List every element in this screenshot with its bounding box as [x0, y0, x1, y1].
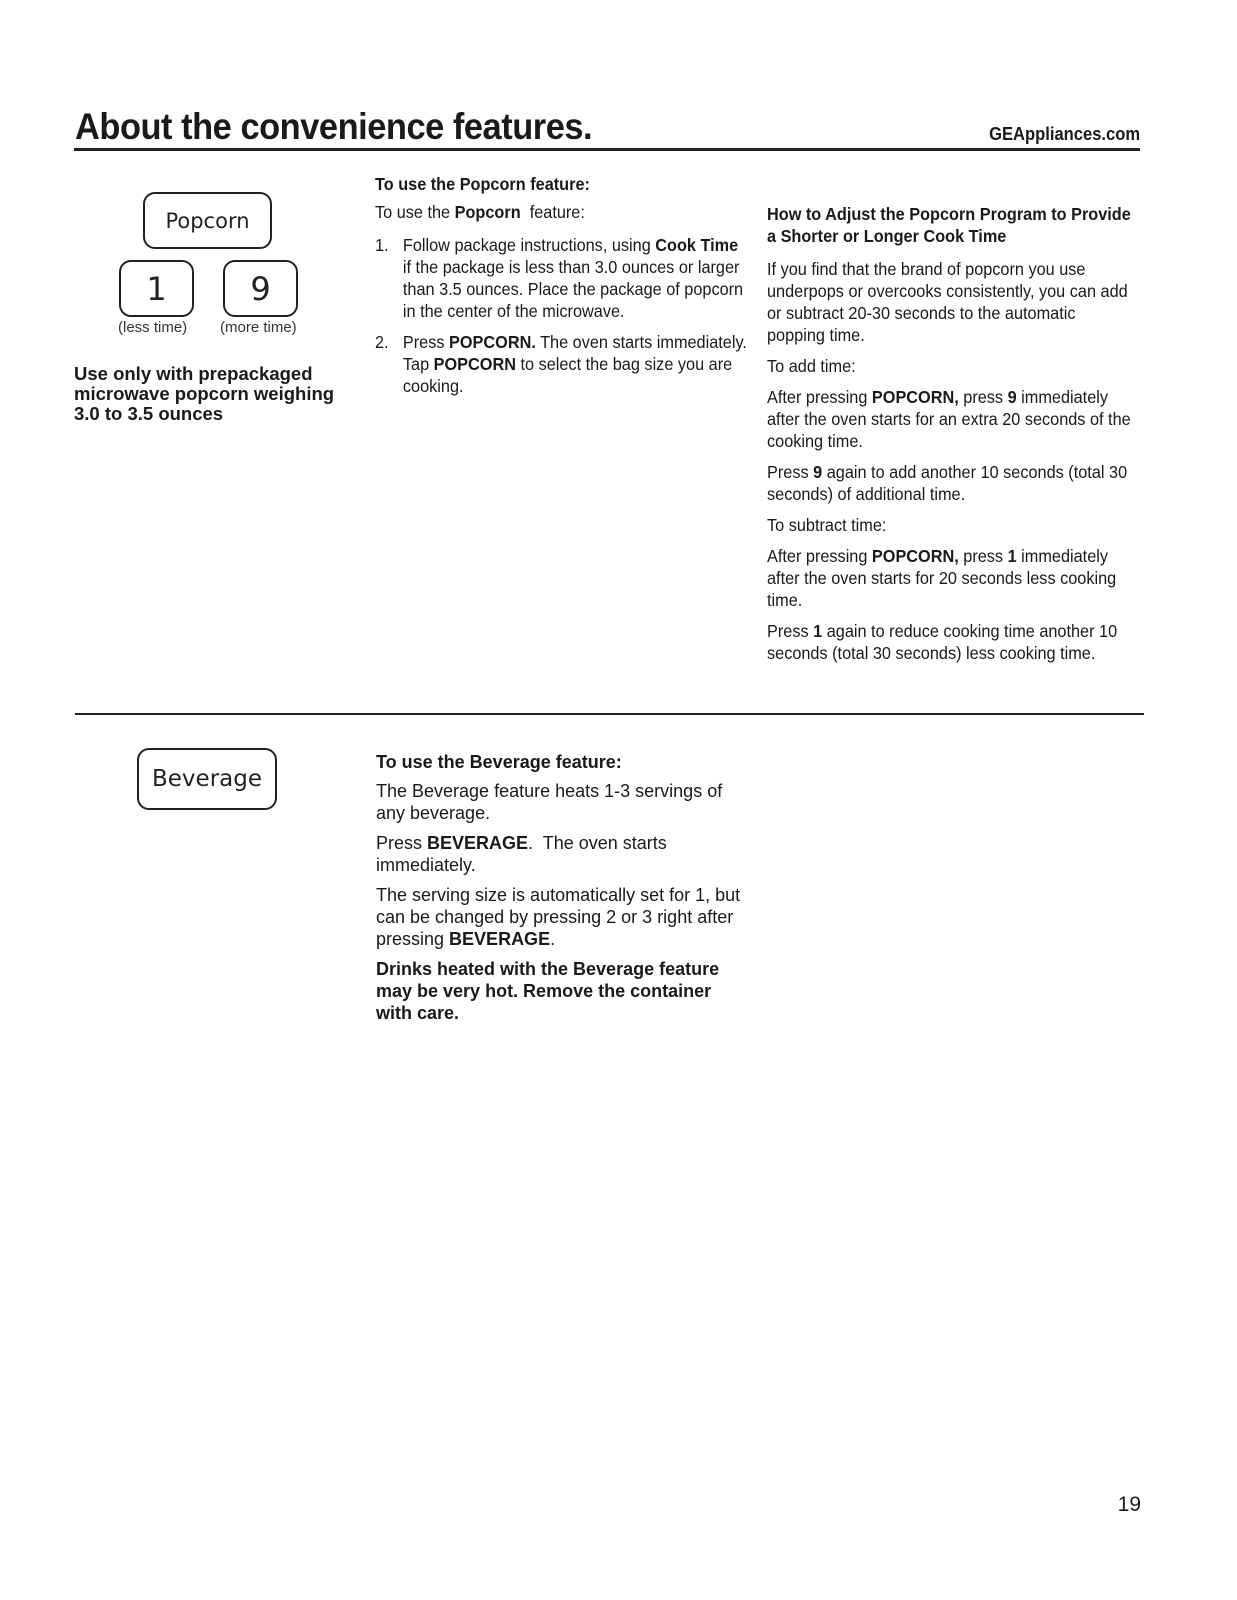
popcorn-instructions — [375, 173, 747, 406]
key-1-label: 1 — [146, 269, 167, 308]
page-number: 19 — [1117, 1493, 1141, 1516]
more-time-caption: (more time) — [220, 319, 297, 336]
popcorn-steps — [375, 234, 747, 397]
beverage-serving-size: The serving size is automatically set for 1, but can be changed by pressing 2 or 3 right after pressing BEVERAGE. — [376, 885, 741, 949]
beverage-intro: The Beverage feature heats 1-3 servings of any beverage. — [376, 781, 723, 823]
popcorn-key — [143, 192, 272, 249]
beverage-key — [137, 748, 277, 810]
key-9 — [223, 260, 298, 317]
subtract-time-step-1: After pressing POPCORN, press 1 immediately after the oven starts for 20 seconds less cooking time. — [767, 546, 1117, 610]
key-9-label: 9 — [250, 269, 271, 308]
section-divider — [75, 713, 1144, 715]
popcorn-step-1: 1. Follow package instructions, using Cook Time if the package is less than 3.0 ounces or larger than 3.5 ounces. Place the package of popcorn in the center of the microwave. — [375, 235, 744, 321]
adjust-heading: How to Adjust the Popcorn Program to Provide a Shorter or Longer Cook Time — [767, 204, 1131, 246]
header-rule — [74, 148, 1140, 151]
subtract-time-step-2: Press 1 again to reduce cooking time another 10 seconds (total 30 seconds) less cooking time. — [767, 621, 1118, 663]
beverage-press: Press BEVERAGE. The oven starts immediately. — [376, 833, 672, 875]
page-title: About the convenience features. — [75, 106, 593, 147]
popcorn-key-label: Popcorn — [165, 208, 250, 233]
less-time-caption: (less time) — [118, 319, 188, 336]
popcorn-intro: To use the Popcorn feature: — [375, 202, 585, 222]
add-time-step-2: Press 9 again to add another 10 seconds (total 30 seconds) of additional time. — [767, 462, 1128, 504]
popcorn-weight-note: Use only with prepackaged microwave popcorn weighing 3.0 to 3.5 ounces — [74, 363, 335, 424]
popcorn-heading: To use the Popcorn feature: — [375, 174, 590, 194]
popcorn-step-2: 2. Press POPCORN. The oven starts immediately. Tap POPCORN to select the bag size you are cooking. — [375, 332, 747, 396]
key-1 — [119, 260, 194, 317]
adjust-intro: If you find that the brand of popcorn you use underpops or overcooks consistently, you can add or subtract 20-30 seconds to the automatic popping time. — [767, 259, 1128, 345]
add-time-step-1: After pressing POPCORN, press 9 immediately after the oven starts for an extra 20 seconds of the cooking time. — [767, 387, 1131, 451]
popcorn-adjust-section — [767, 203, 1134, 673]
beverage-warning: Drinks heated with the Beverage feature may be very hot. Remove the container with care. — [376, 959, 720, 1023]
subtract-time-label: To subtract time: — [767, 515, 887, 535]
beverage-heading: To use the Beverage feature: — [376, 752, 622, 772]
beverage-key-label: Beverage — [152, 766, 262, 792]
site-url: GEAppliances.com — [989, 124, 1140, 144]
beverage-instructions — [376, 751, 748, 1033]
add-time-label: To add time: — [767, 356, 856, 376]
